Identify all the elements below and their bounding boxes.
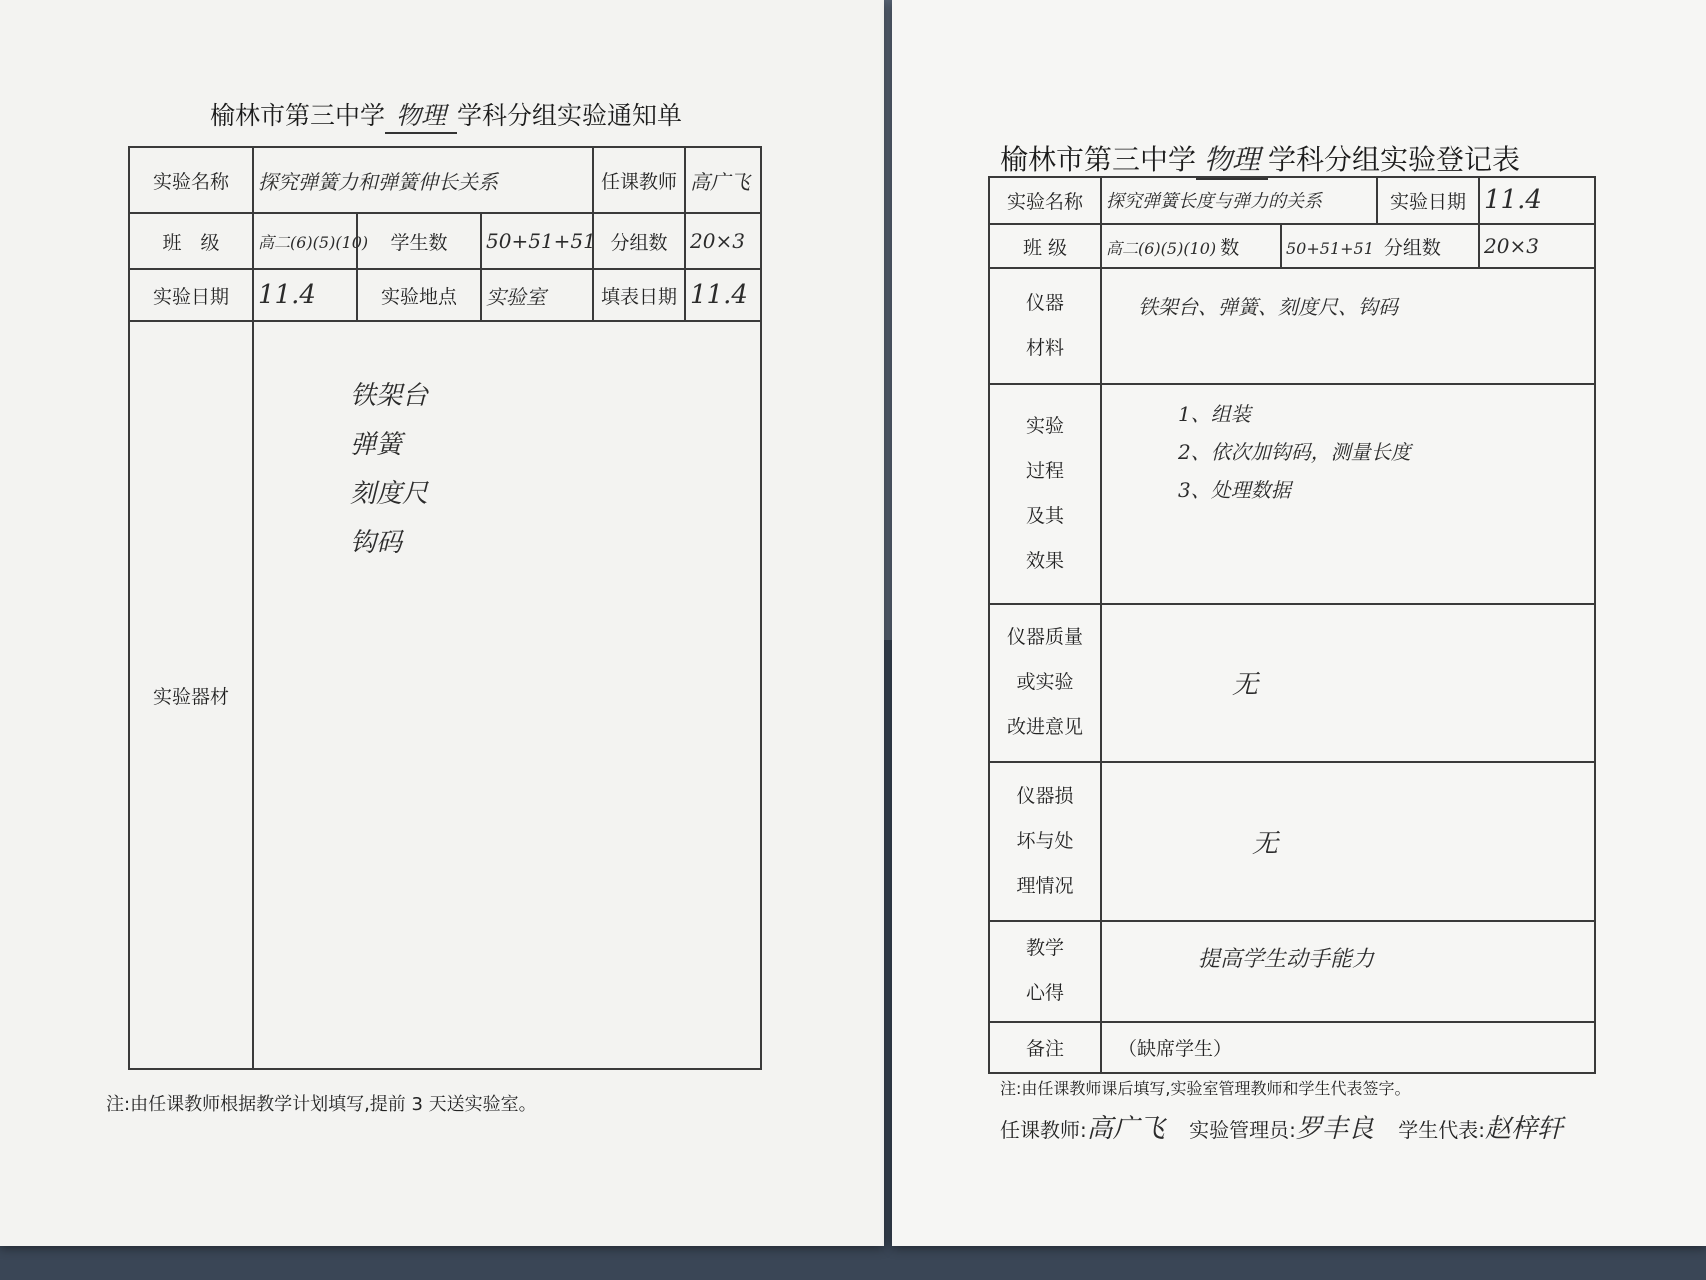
register-title-subject: 物理	[1196, 138, 1268, 180]
teacher-signature: 高广飞	[1086, 1114, 1165, 1144]
teacher-sig-label: 任课教师:	[1000, 1118, 1087, 1142]
process-step: 3、处理数据	[1178, 478, 1291, 503]
register-label-quality	[989, 604, 1101, 762]
register-value-teaching: 提高学生动手能力	[1101, 921, 1595, 1023]
notice-label-teacher: 任课教师	[593, 147, 685, 213]
register-value-materials: 铁架台、弹簧、刻度尺、钩码	[1101, 268, 1595, 384]
register-label-teaching-1: 教学	[1025, 937, 1064, 960]
notice-value-teacher: 高广飞	[685, 147, 761, 213]
register-label-process-4: 效果	[1025, 549, 1064, 572]
register-label-quality-1: 仪器质量	[1006, 626, 1083, 649]
register-value-remarks: （缺席学生）	[1101, 1022, 1595, 1073]
notice-title-prefix: 榆林市第三中学	[210, 101, 386, 130]
notice-label-fill-date: 填表日期	[593, 269, 685, 321]
register-label-students: 数	[1220, 236, 1240, 259]
register-value-quality: 无	[1101, 604, 1595, 762]
equipment-item: 铁架台	[350, 381, 429, 411]
student-sig-label: 学生代表:	[1398, 1118, 1485, 1142]
equipment-item: 钩码	[350, 528, 403, 558]
register-title	[1000, 138, 1520, 180]
notice-value-groups: 20×3	[685, 213, 761, 269]
notice-label-groups: 分组数	[593, 213, 685, 269]
process-step: 2、依次加钩码，测量长度	[1178, 440, 1411, 465]
register-label-damage-1: 仪器损	[1016, 784, 1074, 807]
register-label-process-3: 及其	[1025, 504, 1064, 527]
notice-value-location: 实验室	[481, 269, 593, 321]
register-label-quality-3: 改进意见	[1006, 716, 1083, 739]
register-label-damage	[989, 762, 1101, 920]
notice-value-date: 11.4	[253, 269, 357, 321]
register-students-groups-cell	[1281, 224, 1479, 269]
notice-title	[210, 96, 682, 134]
register-label-groups: 分组数	[1383, 236, 1441, 259]
register-label-process-1: 实验	[1025, 414, 1064, 437]
equipment-item: 刻度尺	[350, 479, 429, 509]
register-footer-note: 注:由任课教师课后填写,实验室管理教师和学生代表签字。	[1000, 1079, 1411, 1098]
register-class-cell	[1101, 224, 1281, 269]
register-label-materials-1: 仪器	[1025, 292, 1064, 315]
notice-equipment-cell	[253, 321, 761, 1069]
register-value-groups: 20×3	[1479, 224, 1595, 269]
register-title-suffix: 学科分组实验登记表	[1268, 143, 1521, 176]
notice-value-name: 探究弹簧力和弹簧伸长关系	[253, 147, 593, 213]
register-signature-row	[1000, 1108, 1581, 1145]
register-sheet	[892, 0, 1706, 1246]
notice-footer-note: 注:由任课教师根据教学计划填写,提前 3 天送实验室。	[106, 1094, 537, 1115]
notice-value-students: 50+51+51	[481, 213, 593, 269]
register-label-damage-3: 理情况	[1016, 874, 1074, 897]
register-label-remarks: 备注	[989, 1022, 1101, 1073]
register-label-class: 班 级	[989, 224, 1101, 269]
register-label-teaching	[989, 921, 1101, 1023]
register-label-date: 实验日期	[1377, 177, 1479, 224]
equipment-item: 弹簧	[350, 430, 403, 460]
register-process-cell	[1101, 384, 1595, 603]
notice-table	[128, 146, 762, 1070]
register-value-date: 11.4	[1479, 177, 1595, 224]
manager-sig-label: 实验管理员:	[1189, 1118, 1296, 1142]
notice-title-suffix: 学科分组实验通知单	[457, 101, 683, 130]
register-label-quality-2: 或实验	[1016, 671, 1074, 694]
notice-label-name: 实验名称	[129, 147, 253, 213]
notice-label-date: 实验日期	[129, 269, 253, 321]
register-label-process-2: 过程	[1025, 459, 1064, 482]
student-signature: 赵梓轩	[1485, 1114, 1564, 1144]
register-label-materials-2: 材料	[1025, 337, 1064, 360]
notice-value-class: 高二(6)(5)(10)	[253, 213, 357, 269]
register-label-materials	[989, 268, 1101, 384]
notice-label-equipment: 实验器材	[129, 321, 253, 1069]
register-table	[988, 176, 1596, 1074]
notice-label-location: 实验地点	[357, 269, 481, 321]
register-value-students: 50+51+51	[1286, 238, 1374, 258]
process-step: 1、组装	[1178, 402, 1251, 427]
register-label-name: 实验名称	[989, 177, 1101, 224]
register-value-class: 高二(6)(5)(10)	[1106, 238, 1217, 258]
register-value-name: 探究弹簧长度与弹力的关系	[1101, 177, 1377, 224]
notice-title-subject: 物理	[385, 96, 457, 134]
notice-value-fill-date: 11.4	[685, 269, 761, 321]
register-label-process	[989, 384, 1101, 603]
notice-label-class: 班 级	[129, 213, 253, 269]
register-label-teaching-2: 心得	[1025, 982, 1064, 1005]
manager-signature: 罗丰良	[1295, 1114, 1374, 1144]
notice-label-students: 学生数	[357, 213, 481, 269]
register-value-damage: 无	[1101, 762, 1595, 920]
register-label-damage-2: 坏与处	[1016, 829, 1074, 852]
register-title-prefix: 榆林市第三中学	[1000, 143, 1197, 176]
